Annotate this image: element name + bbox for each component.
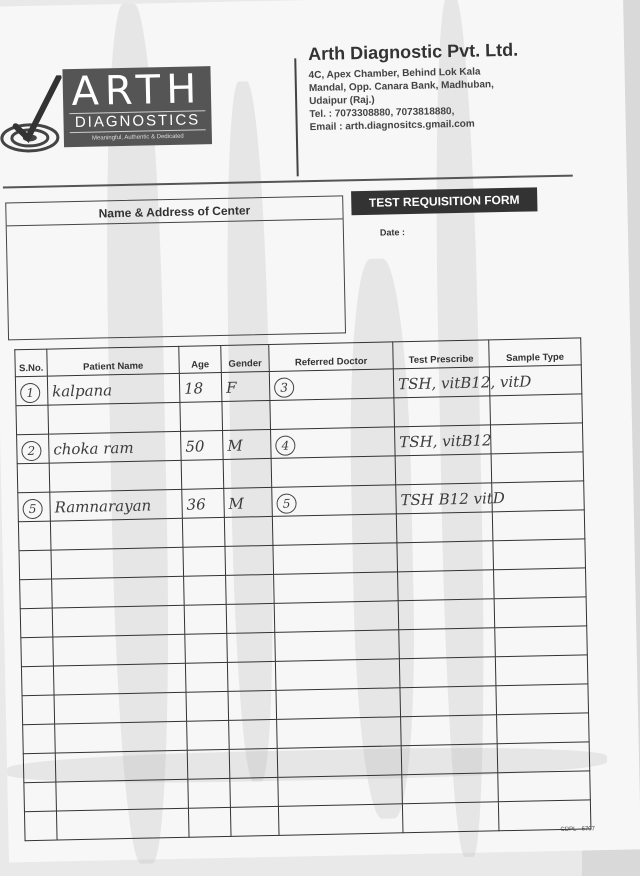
value-sno: 1 <box>20 383 40 403</box>
table-cell-gender <box>226 574 275 604</box>
value-name: kalpana <box>51 381 113 401</box>
table-cell-age <box>184 575 227 605</box>
value-test: TSH, vitB12, vitD <box>397 372 532 394</box>
patient-table <box>14 337 591 841</box>
table-cell-sample <box>496 684 589 715</box>
table-cell-gender <box>227 661 276 691</box>
table-cell-test <box>398 599 495 630</box>
table-cell-sno <box>17 463 50 493</box>
address-line: Udaipur (Raj.) <box>309 94 375 108</box>
table-cell-sno <box>17 434 50 464</box>
handwritten-sno <box>22 499 42 519</box>
table-cell-sample <box>495 655 588 686</box>
table-cell-doctor <box>274 572 399 604</box>
logo-tagline: Meaningful, Authentic & Dedicated <box>91 133 184 142</box>
table-cell-test <box>395 454 492 485</box>
value-gender: M <box>228 494 245 513</box>
table-cell-sample <box>494 597 587 628</box>
col-header-gender: Gender <box>221 344 270 372</box>
value-age: 18 <box>183 379 204 398</box>
table-cell-sample <box>497 742 590 773</box>
center-address-box <box>5 195 346 340</box>
table-cell-sno <box>24 782 57 812</box>
table-cell-age <box>181 459 224 489</box>
table-cell-gender <box>222 400 271 430</box>
table-cell-gender <box>227 632 276 662</box>
handwritten-gender <box>226 379 237 397</box>
table-cell-name <box>56 779 189 811</box>
table-cell-sample <box>492 481 585 512</box>
table-cell-doctor <box>277 746 402 778</box>
table-cell-name <box>50 489 183 521</box>
table-cell-age <box>187 749 230 779</box>
table-cell-doctor <box>273 543 398 575</box>
handwritten-age <box>186 495 205 513</box>
handwritten-sno <box>21 441 41 461</box>
table-cell-name <box>56 808 189 840</box>
table-cell-age <box>186 691 229 721</box>
table-cell-gender <box>224 487 273 517</box>
header-rule <box>3 175 573 189</box>
table-cell-sample <box>489 365 582 396</box>
table-cell-gender <box>229 748 278 778</box>
table-cell-sample <box>492 510 585 541</box>
table-cell-doctor <box>278 804 403 836</box>
table-cell-test <box>393 367 532 398</box>
table-cell-name <box>53 634 186 666</box>
table-cell-sno <box>20 608 53 638</box>
table-cell-gender <box>224 516 273 546</box>
handwritten-name <box>53 439 134 459</box>
table-cell-sno <box>21 637 54 667</box>
table-cell-sample <box>493 539 586 570</box>
table-cell-age <box>183 546 226 576</box>
handwritten-name <box>52 381 112 400</box>
handwritten-doctor <box>274 377 294 397</box>
table-cell-sno <box>16 405 49 435</box>
col-header-patient-name: Patient Name <box>47 346 180 376</box>
table-cell-sno <box>18 521 51 551</box>
table-cell-doctor <box>277 717 402 749</box>
center-box-title: Name & Address of Center <box>6 196 342 226</box>
table-cell-sample <box>495 626 588 657</box>
handwritten-sno <box>20 383 40 403</box>
value-test: TSH B12 vitD <box>400 489 506 510</box>
header-divider <box>294 58 298 176</box>
col-header-sno: S.No. <box>15 349 48 377</box>
handwritten-test <box>400 489 505 509</box>
table-cell-test <box>394 396 491 427</box>
table-cell-age <box>180 401 223 431</box>
table-cell-test <box>402 802 499 833</box>
value-test: TSH, vitB12 <box>399 431 492 452</box>
form-title: TEST REQUISITION FORM <box>351 187 537 215</box>
table-cell-name <box>54 692 187 724</box>
table-cell-name <box>47 373 180 405</box>
value-sno: 2 <box>21 441 41 461</box>
handwritten-doctor <box>275 435 295 455</box>
col-header-referred-doctor: Referred Doctor <box>269 342 394 372</box>
table-cell-name <box>49 460 182 492</box>
table-cell-doctor <box>271 456 396 488</box>
table-cell-name <box>49 431 182 463</box>
table-cell-test <box>396 512 493 543</box>
target-check-logo-icon <box>0 75 64 160</box>
value-doctor: 3 <box>274 377 294 397</box>
table-cell-sno <box>15 376 48 406</box>
table-cell-test <box>399 657 496 688</box>
table-cell-name <box>53 663 186 695</box>
logo-arth: ARTH <box>71 66 203 116</box>
table-cell-gender <box>226 603 275 633</box>
table-cell-sno <box>20 579 53 609</box>
table-cell-sample <box>490 423 583 454</box>
table-cell-gender <box>228 690 277 720</box>
handwritten-doctor <box>276 493 296 513</box>
value-doctor: 5 <box>276 493 296 513</box>
table-cell-doctor <box>278 775 403 807</box>
table-cell-age <box>181 430 224 460</box>
table-cell-name <box>55 750 188 782</box>
col-header-test-prescribe: Test Prescribe <box>393 340 490 369</box>
table-cell-age <box>182 517 225 547</box>
table-cell-age <box>185 633 228 663</box>
address-line: Mandal, Opp. Canara Bank, Madhuban, <box>308 79 494 95</box>
table-cell-gender <box>230 806 279 836</box>
table-cell-name <box>50 518 183 550</box>
table-cell-gender <box>229 719 278 749</box>
table-cell-sno <box>19 550 52 580</box>
value-name: Ramnarayan <box>54 496 152 517</box>
table-cell-doctor <box>271 427 396 459</box>
table-cell-test <box>398 570 495 601</box>
table-cell-sno <box>24 811 57 841</box>
col-header-age: Age <box>179 345 222 373</box>
table-cell-sno <box>21 666 54 696</box>
company-name: Arth Diagnostic Pvt. Ltd. <box>307 39 519 65</box>
logo-diagnostics: DIAGNOSTICS <box>69 110 205 133</box>
handwritten-age <box>184 379 203 397</box>
table-cell-test <box>396 483 506 514</box>
brand-logo <box>62 66 212 147</box>
table-cell-test <box>400 686 497 717</box>
table-cell-sno <box>22 695 55 725</box>
table-cell-name <box>51 547 184 579</box>
table-cell-age <box>184 604 227 634</box>
table-cell-name <box>55 721 188 753</box>
table-cell-gender <box>223 429 272 459</box>
table-cell-test <box>399 628 496 659</box>
table-cell-sample <box>494 568 587 599</box>
table-cell-test <box>394 425 491 456</box>
table-cell-doctor <box>272 514 397 546</box>
address-line: 4C, Apex Chamber, Behind Lok Kala <box>308 66 481 82</box>
table-cell-sample <box>491 452 584 483</box>
table-cell-test <box>401 744 498 775</box>
form-code: CDPL - 6707 <box>560 826 595 833</box>
table-cell-age <box>187 720 230 750</box>
value-sno: 5 <box>22 499 42 519</box>
table-cell-sno <box>18 492 51 522</box>
table-cell-doctor <box>269 369 394 401</box>
value-gender: F <box>225 378 237 397</box>
handwritten-gender <box>227 437 243 455</box>
table-cell-name <box>52 605 185 637</box>
handwritten-name <box>54 496 151 516</box>
handwritten-age <box>185 437 204 455</box>
date-label: Date : <box>379 227 406 238</box>
table-cell-sample <box>498 771 591 802</box>
table-cell-test <box>402 773 499 804</box>
table-cell-age <box>182 488 225 518</box>
value-gender: M <box>227 436 243 455</box>
table-cell-gender <box>230 777 279 807</box>
email-line: Email : arth.diagnositcs.gmail.com <box>309 118 475 134</box>
table-cell-sno <box>23 753 56 783</box>
table-cell-doctor <box>272 485 397 517</box>
value-doctor: 4 <box>275 435 295 455</box>
handwritten-test <box>399 431 492 451</box>
table-cell-doctor <box>276 688 401 720</box>
table-cell-name <box>48 402 181 434</box>
table-cell-doctor <box>275 630 400 662</box>
table-cell-name <box>52 576 185 608</box>
table-cell-test <box>401 715 498 746</box>
table-cell-age <box>179 372 222 402</box>
handwritten-gender <box>228 495 244 513</box>
table-cell-sample <box>497 713 590 744</box>
table-cell-age <box>188 778 231 808</box>
value-name: choka ram <box>53 438 134 459</box>
table-cell-age <box>188 807 231 837</box>
company-info <box>308 39 570 134</box>
table-cell-sno <box>23 724 56 754</box>
table-cell-doctor <box>275 659 400 691</box>
table-cell-age <box>185 662 228 692</box>
value-age: 36 <box>186 495 206 514</box>
table-cell-gender <box>221 371 270 401</box>
phone-line: Tel. : 7073308880, 7073818880, <box>309 106 455 121</box>
table-cell-gender <box>225 545 274 575</box>
table-cell-doctor <box>274 601 399 633</box>
table-cell-test <box>397 541 494 572</box>
col-header-sample-type: Sample Type <box>489 338 582 367</box>
table-cell-gender <box>223 458 272 488</box>
table-cell-sample <box>490 394 583 425</box>
table-cell-doctor <box>270 398 395 430</box>
value-age: 50 <box>185 437 205 456</box>
